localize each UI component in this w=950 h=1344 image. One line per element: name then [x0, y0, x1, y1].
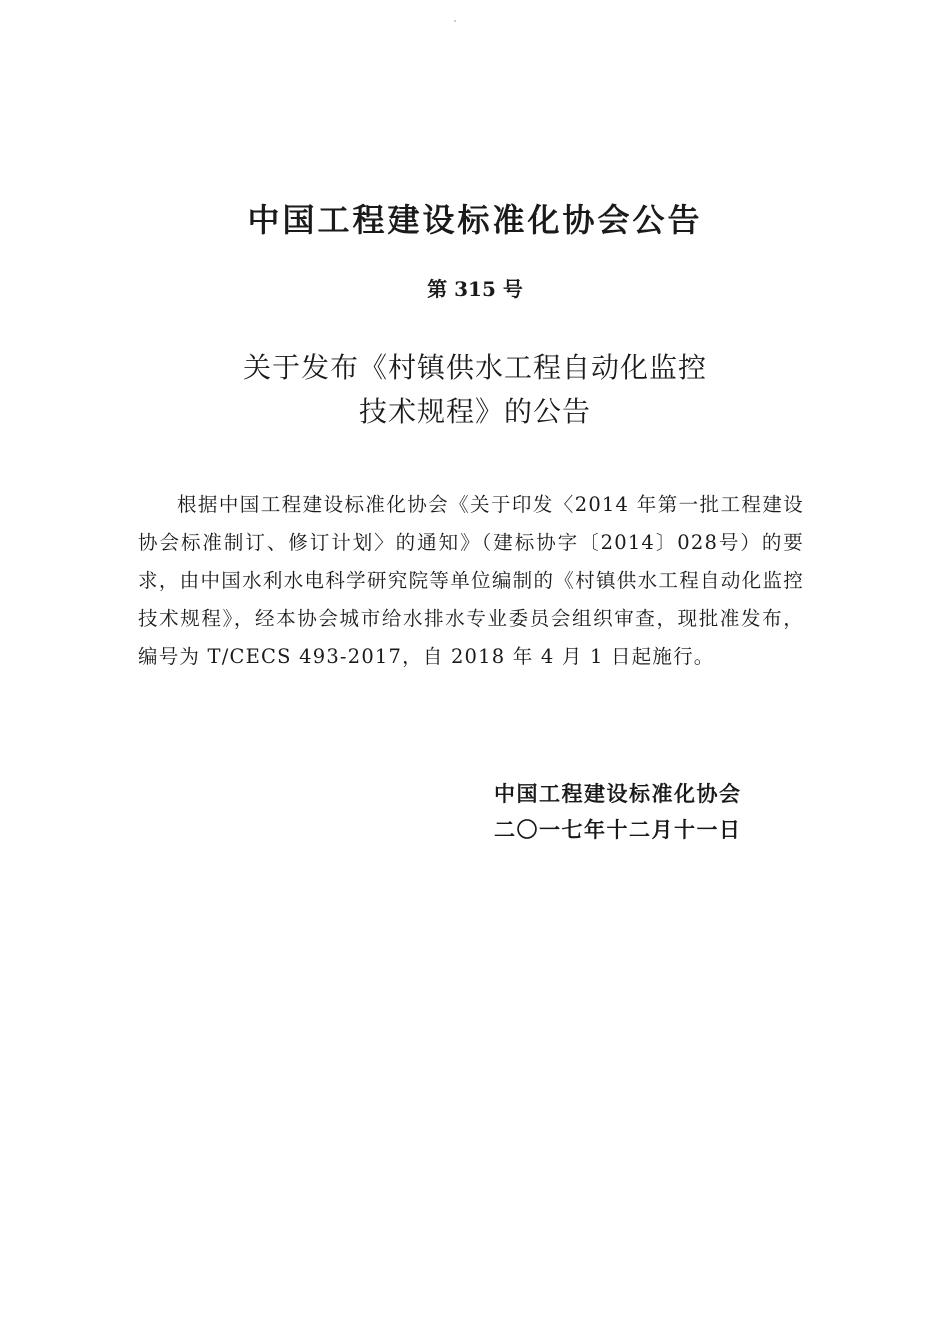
subject-line-2: 技术规程》的公告 [358, 395, 591, 428]
signature-organization: 中国工程建设标准化协会 [494, 782, 742, 806]
announcement-title: 中国工程建设标准化协会公告 [247, 201, 703, 239]
announcement-number: 第 315 号 [427, 277, 523, 301]
subject-line-1: 关于发布《村镇供水工程自动化监控 [242, 351, 707, 384]
scan-speck [454, 20, 456, 22]
announcement-subject [0, 346, 950, 434]
signature-date: 二〇一七年十二月十一日 [494, 818, 742, 842]
announcement-body: 根据中国工程建设标准化协会《关于印发〈2014 年第一批工程建设协会标准制订、修订计划〉的通知》（建标协字〔2014〕028号）的要求，由中国水利水电科学研究院等单位编制的《村镇供水工程自动化监控技术规程》，经本协会城市给水排水专业委员会组织审查，现批准发布，编号为 T/CECS 493-2017，自 2018 年 4 月 1 日起施行。 [138, 493, 804, 668]
signature-block [494, 776, 742, 848]
